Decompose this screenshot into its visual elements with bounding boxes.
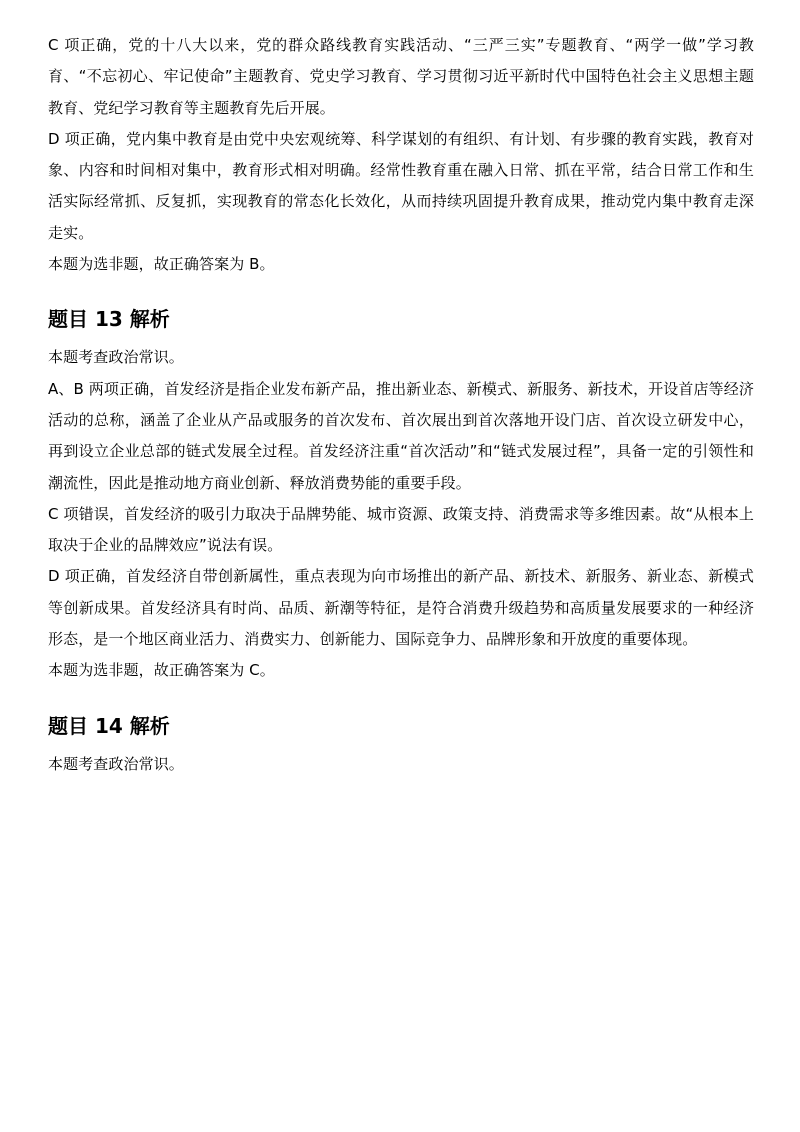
paragraph-answer-q12: 本题为选非题，故正确答案为 B。 [48, 255, 275, 274]
paragraph-option-d-q12: D 项正确，党内集中教育是由党中央宏观统筹、科学谋划的有组织、有计划、有步骤的教育实践，教育对象、内容和时间相对集中，教育形式相对明确。经常性教育重在融入日常、抓在平常，结合日常工作和生活实际经常抓、反复抓，实现教育的常态化长效化，从而持续巩固提升教育成果，推动党内集中教育走深走实。 [48, 129, 754, 242]
paragraph-option-c-q12: C 项正确，党的十八大以来，党的群众路线教育实践活动、“三严三实”专题教育、“两学一做”学习教育、“不忘初心、牢记使命”主题教育、党史学习教育、学习贯彻习近平新时代中国特色社会主义思想主题教育、党纪学习教育等主题教育先后开展。 [48, 36, 754, 117]
section-heading-q14: 题目 14 解析 [48, 713, 170, 738]
spacer [48, 741, 754, 749]
paragraph-option-ab-q13: A、B 两项正确，首发经济是指企业发布新产品，推出新业态、新模式、新服务、新技术，开设首店等经济活动的总称，涵盖了企业从产品或服务的首次发布、首次展出到首次落地开设门店、首次设立研发中心，再到设立企业总部的链式发展全过程。首发经济注重“首次活动”和“链式发展过程”，具备一定的引领性和潮流性，因此是推动地方商业创新、释放消费势能的重要手段。 [48, 379, 754, 492]
document-body [48, 30, 754, 780]
spacer [48, 687, 754, 711]
paragraph-option-d-q13: D 项正确，首发经济自带创新属性，重点表现为向市场推出的新产品、新技术、新服务、新业态、新模式等创新成果。首发经济具有时尚、品质、新潮等特征，是符合消费升级趋势和高质量发展要求的一种经济形态，是一个地区商业活力、消费实力、创新能力、国际竞争力、品牌形象和开放度的重要体现。 [48, 567, 754, 649]
section-heading-q13: 题目 13 解析 [48, 307, 170, 332]
paragraph-option-c-q13: C 项错误，首发经济的吸引力取决于品牌势能、城市资源、政策支持、消费需求等多维因素。故“从根本上取决于企业的品牌效应”说法有误。 [48, 504, 754, 555]
spacer [48, 280, 754, 304]
spacer [48, 334, 754, 342]
paragraph-topic-q14: 本题考查政治常识。 [48, 754, 184, 773]
paragraph-topic-q13: 本题考查政治常识。 [48, 348, 184, 367]
paragraph-answer-q13: 本题为选非题，故正确答案为 C。 [48, 661, 275, 680]
